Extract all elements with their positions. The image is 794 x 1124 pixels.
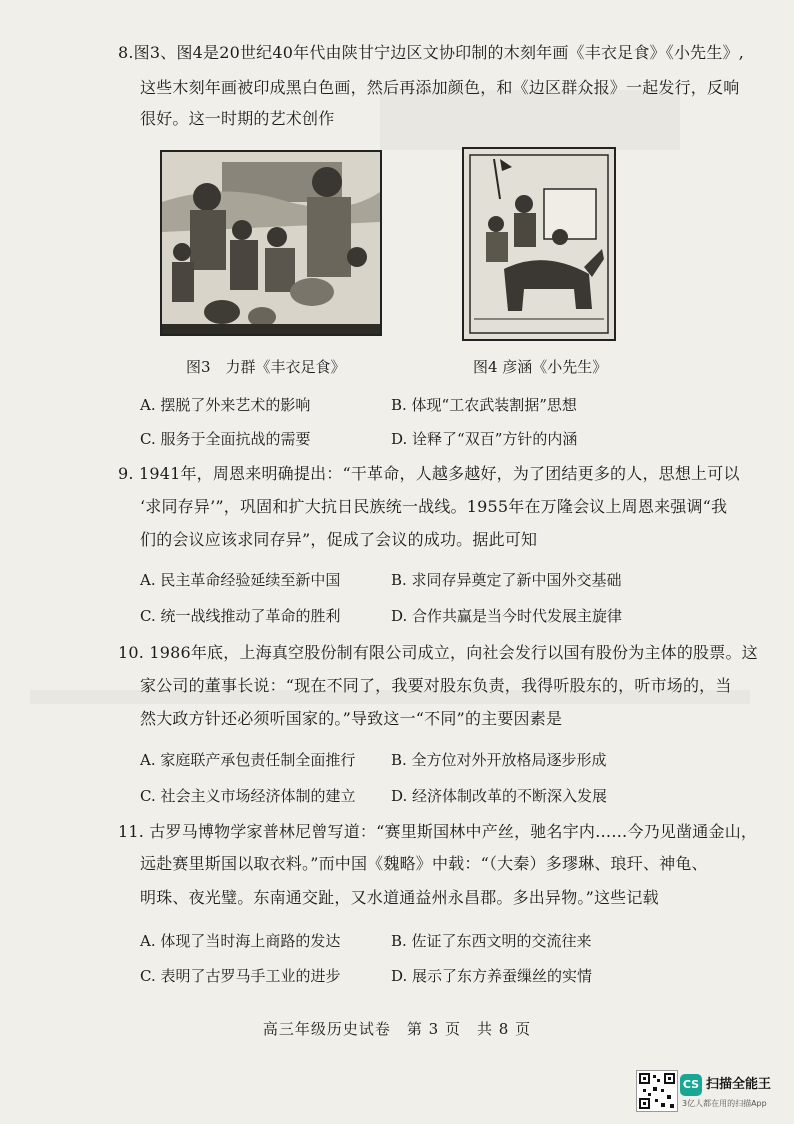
q9-stem-line-3: 们的会议应该求同存异”，促成了会议的成功。据此可知 [140,530,538,549]
scanner-app-tagline: 3亿人都在用的扫描App [682,1099,767,1108]
q9-stem-line-1: 9. 1941年，周恩来明确提出：“干革命，人越多越好，为了团结更多的人，思想上可以 [118,464,740,483]
q9-option-d[interactable]: D. 合作共赢是当今时代发展主旋律 [391,607,623,625]
q11-stem-line-2: 远赴赛里斯国以取衣料。”而中国《魏略》中载：“（大秦）多璆琳、琅玕、神龟、 [140,854,708,873]
q10-option-b[interactable]: B. 全方位对外开放格局逐步形成 [391,751,607,769]
q10-stem-line-2: 家公司的董事长说：“现在不同了，我要对股东负责，我得听股东的，听市场的，当 [140,676,732,695]
page-footer: 高三年级历史试卷 第 3 页 共 8 页 [262,1020,532,1038]
figure-4-illustration [464,149,614,339]
q8-option-a[interactable]: A. 摆脱了外来艺术的影响 [140,396,311,414]
q10-option-c[interactable]: C. 社会主义市场经济体制的建立 [140,787,356,805]
q8-stem-line-2: 这些木刻年画被印成黑白色画，然后再添加颜色，和《边区群众报》一起发行，反响 [140,78,740,97]
q8-stem-line-3: 很好。这一时期的艺术创作 [140,109,335,128]
q9-stem-line-2: ‘求同存异’”，巩固和扩大抗日民族统一战线。1955年在万隆会议上周恩来强调“我 [140,497,728,516]
q11-option-b[interactable]: B. 佐证了东西文明的交流往来 [391,932,592,950]
q10-stem-line-1: 10. 1986年底，上海真空股份制有限公司成立，向社会发行以国有股份为主体的股票。这 [118,643,758,662]
q11-stem-line-1: 11. 古罗马博物学家普林尼曾写道：“赛里斯国林中产丝，驰名宇内……今乃见凿通金山， [118,822,758,841]
q11-option-a[interactable]: A. 体现了当时海上商路的发达 [140,932,341,950]
q11-option-c[interactable]: C. 表明了古罗马手工业的进步 [140,967,341,985]
q9-option-b[interactable]: B. 求同存异奠定了新中国外交基础 [391,571,622,589]
q8-stem-line-1: 8.图3、图4是20世纪40年代由陕甘宁边区文协印制的木刻年画《丰衣足食》《小先生》, [118,43,745,62]
q11-stem-line-3: 明珠、夜光璧。东南通交趾，又水道通益州永昌郡。多出异物。”这些记载 [140,888,659,907]
q8-option-b[interactable]: B. 体现“工农武装割据”思想 [391,396,577,414]
figure-4-woodcut [462,147,616,341]
scanner-app-name: 扫描全能王 [706,1077,772,1092]
q10-stem-line-3: 然大政方针还必须听国家的。”导致这一“不同”的主要因素是 [140,709,563,728]
q9-option-c[interactable]: C. 统一战线推动了革命的胜利 [140,607,341,625]
figure-4-caption: 图4 彦涵《小先生》 [473,358,608,376]
q9-option-a[interactable]: A. 民主革命经验延续至新中国 [140,571,341,589]
q10-option-d[interactable]: D. 经济体制改革的不断深入发展 [391,787,608,805]
qr-code-icon [636,1070,678,1112]
q8-option-c[interactable]: C. 服务于全面抗战的需要 [140,430,311,448]
camscanner-logo-icon: CS [680,1074,702,1096]
figure-3-caption: 图3 力群《丰衣足食》 [186,358,346,376]
figure-3-illustration [162,152,380,334]
q10-option-a[interactable]: A. 家庭联产承包责任制全面推行 [140,751,356,769]
figure-3-woodcut [160,150,382,336]
paper-bleed-through [380,90,680,150]
q8-option-d[interactable]: D. 诠释了“双百”方针的内涵 [391,430,578,448]
q11-option-d[interactable]: D. 展示了东方养蚕缫丝的实情 [391,967,593,985]
